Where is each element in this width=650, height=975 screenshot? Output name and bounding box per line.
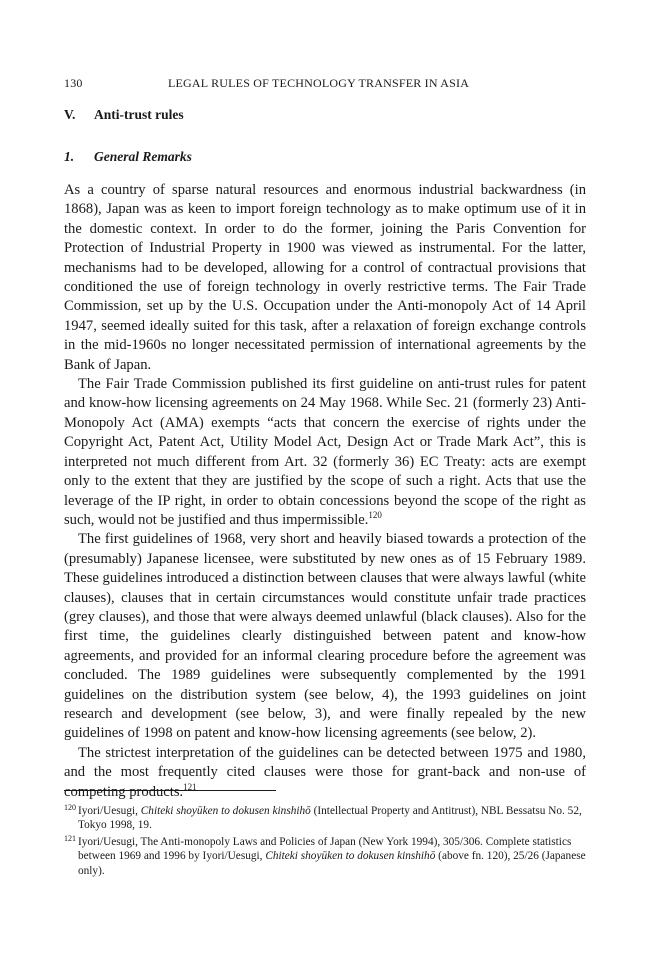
paragraph-text: The strictest interpretation of the guidelines can be detected between 1975 and 1980, and the most frequently cited clauses were those for grant-back and non-use of competing products. xyxy=(64,744,586,800)
running-title: LEGAL RULES OF TECHNOLOGY TRANSFER IN ASIA xyxy=(168,76,470,90)
footnote-text: (above fn. 120), 25/26 (Japanese only). xyxy=(78,850,586,877)
subsection-title: General Remarks xyxy=(94,149,192,164)
page-number: 130 xyxy=(64,76,83,90)
footnote-number: 120 xyxy=(64,803,76,812)
section-heading xyxy=(64,107,184,123)
paragraph xyxy=(64,181,586,375)
subsection-heading xyxy=(64,149,192,165)
paragraph-text: As a country of sparse natural resources and enormous industrial backwardness (in 1868), Japan was as keen to import foreign technology as to make optimum use of it in the domestic context. In order to do the former, joining the Paris Convention for Protection of Industrial Property in 1900 was viewed as instrumental. For the latter, mechanisms had to be developed, allowing for a control of contractual provisions that conditioned the use of foreign technology in overly restrictive terms. The Fair Trade Commission, set up by the U.S. Occupation under the Anti-monopoly Act of 14 April 1947, seemed ideally suited for this task, after a relaxation of foreign exchange controls in the mid-1960s no longer necessitated permission of international agreements by the Bank of Japan. xyxy=(64,182,586,373)
section-title: Anti-trust rules xyxy=(94,107,184,122)
subsection-number: 1. xyxy=(64,149,75,164)
paragraph xyxy=(64,744,586,802)
footnote-text: (Intellectual Property and Antitrust), NBL Bessatsu No. 52, Tokyo 1998, 19. xyxy=(78,805,582,832)
body-text xyxy=(64,181,586,802)
footnote-text: Iyori/Uesugi, xyxy=(78,805,141,817)
footnote-cited-title: Chiteki shoyūken to dokusen kinshihō xyxy=(140,805,311,817)
footnote-divider xyxy=(64,790,276,791)
paragraph xyxy=(64,530,586,743)
footnote xyxy=(64,804,586,833)
footnote-ref[interactable]: 120 xyxy=(368,509,382,520)
section-number: V. xyxy=(64,107,76,122)
footnote-ref[interactable]: 121 xyxy=(183,781,197,792)
running-header xyxy=(64,76,586,92)
paragraph xyxy=(64,375,586,530)
footnote-text: Iyori/Uesugi, The Anti-monopoly Laws and Policies of Japan (New York 1994), 305/306. Complete statistics between 1969 and 1996 by Iyori/Uesugi, xyxy=(78,835,572,863)
footnote xyxy=(64,835,586,878)
footnote-cited-title: Chiteki shoyūken to dokusen kinshihō xyxy=(265,850,436,863)
paragraph-text: The first guidelines of 1968, very short and heavily biased towards a protection of the (presumably) Japanese licensee, were substituted by new ones as of 15 February 1989. These guidelines introduced a distinction between clauses that were always lawful (white clauses), clauses that in certain circumstances would constitute unfair trade practices (grey clauses), and those that were always deemed unlawful (black clauses). Also for the first time, the guidelines clearly distinguished between patent and know-how agreements, and provided for an informal clearing procedure before the agreement was concluded. The 1989 guidelines were subsequently complemented by the 1991 guidelines on the distribution system (see below, 4), the 1993 guidelines on joint research and development (see below, 3), and were finally repealed by the new guidelines of 1998 on patent and know-how licensing agreements (see below, 2). xyxy=(64,531,586,742)
footnotes xyxy=(64,804,586,880)
paragraph-text: The Fair Trade Commission published its first guideline on anti-trust rules for patent and know-how licensing agreements on 24 May 1968. While Sec. 21 (formerly 23) Anti-Monopoly Act (AMA) exempts “acts that concern the exercise of rights under the Copyright Act, Patent Act, Utility Model Act, Design Act or Trade Mark Act”, this is interpreted not much different from Art. 32 (formerly 36) EC Treaty: acts are exempt only to the extent that they are justified by the scope of such a right. Acts that use the leverage of the IP right, in order to obtain concessions beyond the scope of the right as such, would not be justified and thus impermissible. xyxy=(64,376,586,528)
footnote-number: 121 xyxy=(64,833,76,843)
